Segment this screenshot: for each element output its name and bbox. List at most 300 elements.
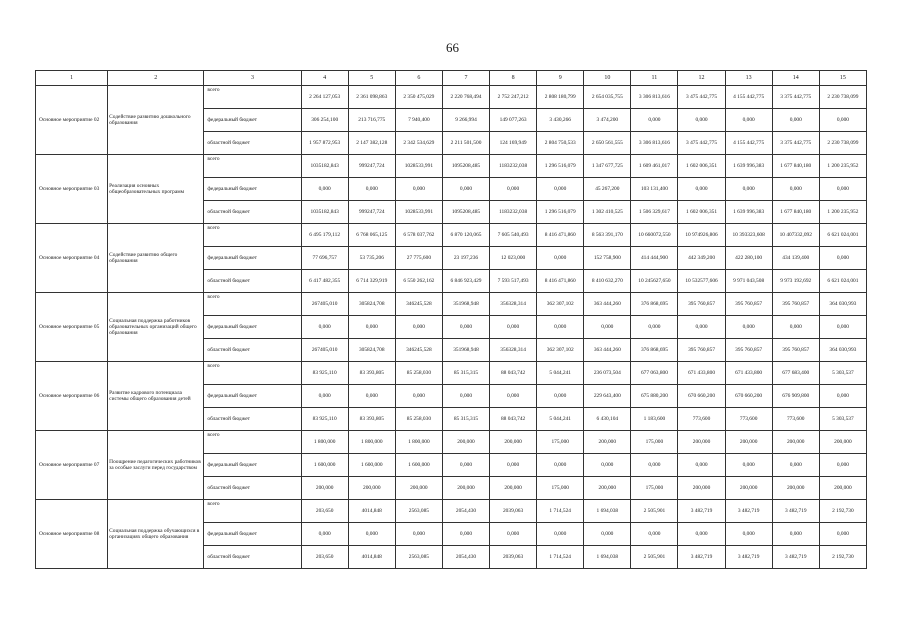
amount-cell: 0,000: [772, 316, 819, 339]
amount-cell: 1035182,843: [301, 201, 348, 224]
amount-cell: 236 073,504: [584, 362, 631, 385]
amount-cell: 2 192,730: [819, 546, 866, 569]
amount-cell: 10 532577,606: [678, 270, 725, 293]
amount-cell: 5 303,537: [819, 362, 866, 385]
event-name: Основное мероприятие 04: [36, 224, 108, 293]
amount-cell: 671 433,800: [678, 362, 725, 385]
amount-cell: 363 444,260: [584, 293, 631, 316]
amount-cell: 3 475 442,775: [678, 132, 725, 155]
amount-cell: 0,000: [537, 523, 584, 546]
amount-cell: 3 306 813,616: [631, 132, 678, 155]
header-row: [36, 71, 867, 86]
amount-cell: 0,000: [678, 454, 725, 477]
amount-cell: 0,000: [537, 247, 584, 270]
amount-cell: 1 347 677,725: [584, 155, 631, 178]
amount-cell: 0,000: [678, 178, 725, 201]
amount-cell: 3 482,719: [678, 546, 725, 569]
amount-cell: 3 475 442,775: [678, 86, 725, 109]
amount-cell: 395 760,857: [772, 339, 819, 362]
amount-cell: 2 505,901: [631, 500, 678, 523]
amount-cell: 85 258,030: [395, 362, 442, 385]
amount-cell: 999247,724: [348, 155, 395, 178]
amount-cell: 442 349,200: [678, 247, 725, 270]
amount-cell: 103 131,400: [631, 178, 678, 201]
amount-cell: 2 350 475,029: [395, 86, 442, 109]
amount-cell: 77 696,757: [301, 247, 348, 270]
amount-cell: 175,000: [537, 477, 584, 500]
amount-cell: 0,000: [631, 316, 678, 339]
amount-cell: 200,000: [395, 477, 442, 500]
amount-cell: 83 393,805: [348, 362, 395, 385]
amount-cell: 1183232,038: [490, 155, 537, 178]
amount-cell: 5 044,241: [537, 362, 584, 385]
amount-cell: 2 147 382,128: [348, 132, 395, 155]
amount-cell: 1 800,000: [395, 431, 442, 454]
table-row: [36, 224, 867, 247]
event-description: Содействие развитию дошкольного образования: [108, 86, 204, 155]
amount-cell: 346245,528: [395, 293, 442, 316]
amount-cell: 0,000: [537, 316, 584, 339]
amount-cell: 363 444,260: [584, 339, 631, 362]
amount-cell: 0,000: [537, 385, 584, 408]
amount-cell: 200,000: [725, 431, 772, 454]
amount-cell: 200,000: [819, 431, 866, 454]
amount-cell: 2 808 180,799: [537, 86, 584, 109]
amount-cell: 6 430,104: [584, 408, 631, 431]
funding-source: областной бюджет: [204, 477, 301, 500]
amount-cell: 1 200 235,952: [819, 201, 866, 224]
amount-cell: 0,000: [678, 523, 725, 546]
amount-cell: 267405,010: [301, 293, 348, 316]
table-row: [36, 431, 867, 454]
amount-cell: 8 416 471,860: [537, 224, 584, 247]
amount-cell: 9 266,994: [442, 109, 489, 132]
amount-cell: 200,000: [442, 431, 489, 454]
amount-cell: 5 303,537: [819, 408, 866, 431]
amount-cell: 0,000: [584, 316, 631, 339]
amount-cell: 85 315,315: [442, 408, 489, 431]
amount-cell: 1 302 410,525: [584, 201, 631, 224]
amount-cell: 351968,948: [442, 293, 489, 316]
event-description: Развитие кадрового потенциала системы общего образования детей: [108, 362, 204, 431]
funding-source: всего: [204, 86, 301, 109]
amount-cell: 267405,010: [301, 339, 348, 362]
amount-cell: 0,000: [772, 109, 819, 132]
amount-cell: 6 768 065,125: [348, 224, 395, 247]
amount-cell: 6 714 329,919: [348, 270, 395, 293]
header-cell-5: 5: [348, 71, 395, 86]
amount-cell: 1 714,524: [537, 500, 584, 523]
amount-cell: 8 563 391,170: [584, 224, 631, 247]
table-header: [36, 71, 867, 86]
amount-cell: 1 639 996,383: [725, 155, 772, 178]
amount-cell: 200,000: [301, 477, 348, 500]
amount-cell: 6 495 179,112: [301, 224, 348, 247]
amount-cell: 4014,848: [348, 500, 395, 523]
amount-cell: 1 800,000: [301, 431, 348, 454]
amount-cell: 0,000: [819, 109, 866, 132]
funding-source: федеральный бюджет: [204, 523, 301, 546]
funding-source: областной бюджет: [204, 339, 301, 362]
amount-cell: 999247,724: [348, 201, 395, 224]
amount-cell: 1028533,991: [395, 155, 442, 178]
funding-source: федеральный бюджет: [204, 109, 301, 132]
event-name: Основное мероприятие 05: [36, 293, 108, 362]
table-row: [36, 500, 867, 523]
amount-cell: 3 482,719: [772, 500, 819, 523]
funding-source: всего: [204, 431, 301, 454]
amount-cell: 8 410 632,270: [584, 270, 631, 293]
amount-cell: 6 417 482,355: [301, 270, 348, 293]
amount-cell: 1 183,600: [631, 408, 678, 431]
header-cell-3: 3: [204, 71, 301, 86]
event-description: Социальная поддержка обучающихся в организациях общего образования: [108, 500, 204, 569]
amount-cell: 346245,528: [395, 339, 442, 362]
amount-cell: 88 043,742: [490, 362, 537, 385]
amount-cell: 0,000: [584, 523, 631, 546]
amount-cell: 0,000: [301, 316, 348, 339]
amount-cell: 0,000: [442, 523, 489, 546]
funding-source: всего: [204, 224, 301, 247]
amount-cell: 83 393,805: [348, 408, 395, 431]
header-cell-10: 10: [584, 71, 631, 86]
amount-cell: 1 694,038: [584, 546, 631, 569]
amount-cell: 0,000: [348, 316, 395, 339]
amount-cell: 0,000: [678, 109, 725, 132]
amount-cell: 45 267,200: [584, 178, 631, 201]
amount-cell: 422 280,100: [725, 247, 772, 270]
amount-cell: 175,000: [537, 431, 584, 454]
amount-cell: 175,000: [631, 477, 678, 500]
amount-cell: 83 925,110: [301, 362, 348, 385]
amount-cell: 0,000: [348, 178, 395, 201]
amount-cell: 0,000: [772, 178, 819, 201]
amount-cell: 2 342 534,629: [395, 132, 442, 155]
amount-cell: 2054,430: [442, 546, 489, 569]
event-description: Содействие развитию общего образования: [108, 224, 204, 293]
event-name: Основное мероприятие 07: [36, 431, 108, 500]
amount-cell: 0,000: [490, 385, 537, 408]
amount-cell: 1 957 872,953: [301, 132, 348, 155]
amount-cell: 0,000: [819, 316, 866, 339]
amount-cell: 1 506 329,617: [631, 201, 678, 224]
header-cell-6: 6: [395, 71, 442, 86]
amount-cell: 0,000: [442, 316, 489, 339]
amount-cell: 2 505,901: [631, 546, 678, 569]
amount-cell: 0,000: [678, 316, 725, 339]
amount-cell: 0,000: [490, 178, 537, 201]
amount-cell: 85 258,030: [395, 408, 442, 431]
funding-source: областной бюджет: [204, 270, 301, 293]
amount-cell: 2 264 127,053: [301, 86, 348, 109]
amount-cell: 773,600: [772, 408, 819, 431]
amount-cell: 0,000: [725, 523, 772, 546]
amount-cell: 670 660,200: [725, 385, 772, 408]
amount-cell: 203,650: [301, 500, 348, 523]
event-name: Основное мероприятие 06: [36, 362, 108, 431]
amount-cell: 1 602 006,351: [678, 155, 725, 178]
amount-cell: 12 023,000: [490, 247, 537, 270]
amount-cell: 0,000: [301, 523, 348, 546]
amount-cell: 200,000: [772, 477, 819, 500]
amount-cell: 6 621 024,001: [819, 270, 866, 293]
amount-cell: 2 752 247,212: [490, 86, 537, 109]
amount-cell: 676 909,800: [772, 385, 819, 408]
amount-cell: 306 254,100: [301, 109, 348, 132]
amount-cell: 376 868,695: [631, 339, 678, 362]
amount-cell: 1183232,038: [490, 201, 537, 224]
amount-cell: 3 375 442,775: [772, 86, 819, 109]
event-name: Основное мероприятие 03: [36, 155, 108, 224]
amount-cell: 88 043,742: [490, 408, 537, 431]
amount-cell: 0,000: [537, 454, 584, 477]
event-name: Основное мероприятие 08: [36, 500, 108, 569]
amount-cell: 9 973 192,692: [772, 270, 819, 293]
amount-cell: 395 760,857: [725, 293, 772, 316]
amount-cell: 773,600: [725, 408, 772, 431]
amount-cell: 2039,063: [490, 546, 537, 569]
amount-cell: 0,000: [819, 454, 866, 477]
amount-cell: 1 296 516,079: [537, 201, 584, 224]
header-cell-1: 1: [36, 71, 108, 86]
amount-cell: 203,650: [301, 546, 348, 569]
amount-cell: 0,000: [301, 178, 348, 201]
funding-source: областной бюджет: [204, 132, 301, 155]
amount-cell: 1 714,524: [537, 546, 584, 569]
header-cell-13: 13: [725, 71, 772, 86]
amount-cell: 0,000: [490, 316, 537, 339]
amount-cell: 4014,848: [348, 546, 395, 569]
amount-cell: 376 868,695: [631, 293, 678, 316]
amount-cell: 229 643,400: [584, 385, 631, 408]
amount-cell: 305824,708: [348, 339, 395, 362]
amount-cell: 2 192,730: [819, 500, 866, 523]
amount-cell: 1 677 840,180: [772, 201, 819, 224]
amount-cell: 675 880,200: [631, 385, 678, 408]
amount-cell: 10 974926,806: [678, 224, 725, 247]
header-cell-14: 14: [772, 71, 819, 86]
amount-cell: 6 621 024,001: [819, 224, 866, 247]
amount-cell: 3 482,719: [678, 500, 725, 523]
budget-table: [35, 70, 867, 569]
amount-cell: 0,000: [772, 454, 819, 477]
amount-cell: 0,000: [584, 454, 631, 477]
amount-cell: 1 800,000: [348, 431, 395, 454]
funding-source: федеральный бюджет: [204, 247, 301, 270]
amount-cell: 10 407332,092: [772, 224, 819, 247]
amount-cell: 0,000: [395, 523, 442, 546]
amount-cell: 671 433,800: [725, 362, 772, 385]
amount-cell: 395 760,857: [772, 293, 819, 316]
amount-cell: 434 139,400: [772, 247, 819, 270]
amount-cell: 200,000: [678, 477, 725, 500]
amount-cell: 8 416 471,860: [537, 270, 584, 293]
amount-cell: 677 683,400: [772, 362, 819, 385]
amount-cell: 6 578 037,762: [395, 224, 442, 247]
page-number: 66: [446, 40, 459, 55]
amount-cell: 2563,085: [395, 500, 442, 523]
amount-cell: 2 230 738,099: [819, 132, 866, 155]
amount-cell: 2 230 738,099: [819, 86, 866, 109]
amount-cell: 200,000: [442, 477, 489, 500]
funding-source: всего: [204, 362, 301, 385]
amount-cell: 3 375 442,775: [772, 132, 819, 155]
funding-source: федеральный бюджет: [204, 454, 301, 477]
amount-cell: 305824,708: [348, 293, 395, 316]
amount-cell: 3 430,266: [537, 109, 584, 132]
amount-cell: 200,000: [772, 431, 819, 454]
amount-cell: 53 735,206: [348, 247, 395, 270]
header-cell-8: 8: [490, 71, 537, 86]
amount-cell: 3 306 813,616: [631, 86, 678, 109]
amount-cell: 0,000: [725, 109, 772, 132]
amount-cell: 7 605 540,493: [490, 224, 537, 247]
amount-cell: 200,000: [490, 477, 537, 500]
amount-cell: 1 609 461,017: [631, 155, 678, 178]
amount-cell: 0,000: [725, 178, 772, 201]
amount-cell: 7 593 517,493: [490, 270, 537, 293]
amount-cell: 1035182,843: [301, 155, 348, 178]
amount-cell: 1 639 996,383: [725, 201, 772, 224]
amount-cell: 351968,948: [442, 339, 489, 362]
amount-cell: 4 155 442,775: [725, 86, 772, 109]
amount-cell: 0,000: [395, 178, 442, 201]
amount-cell: 1095208,485: [442, 155, 489, 178]
table-row: [36, 362, 867, 385]
amount-cell: 0,000: [395, 385, 442, 408]
amount-cell: 85 315,315: [442, 362, 489, 385]
amount-cell: 0,000: [631, 109, 678, 132]
amount-cell: 200,000: [725, 477, 772, 500]
amount-cell: 0,000: [631, 523, 678, 546]
funding-source: федеральный бюджет: [204, 385, 301, 408]
amount-cell: 0,000: [395, 316, 442, 339]
header-cell-7: 7: [442, 71, 489, 86]
amount-cell: 200,000: [490, 431, 537, 454]
amount-cell: 2 650 561,555: [584, 132, 631, 155]
header-cell-2: 2: [108, 71, 204, 86]
amount-cell: 2 654 035,755: [584, 86, 631, 109]
amount-cell: 364 030,993: [819, 339, 866, 362]
amount-cell: 200,000: [678, 431, 725, 454]
amount-cell: 1 677 840,180: [772, 155, 819, 178]
header-cell-11: 11: [631, 71, 678, 86]
amount-cell: 10 393323,608: [725, 224, 772, 247]
amount-cell: 395 760,857: [678, 339, 725, 362]
amount-cell: 10 660072,550: [631, 224, 678, 247]
funding-source: всего: [204, 293, 301, 316]
amount-cell: 3 482,719: [772, 546, 819, 569]
table-row: [36, 86, 867, 109]
amount-cell: 213 716,775: [348, 109, 395, 132]
amount-cell: 4 155 442,775: [725, 132, 772, 155]
amount-cell: 0,000: [725, 316, 772, 339]
amount-cell: 149 077,263: [490, 109, 537, 132]
amount-cell: 356328,314: [490, 293, 537, 316]
amount-cell: 677 063,800: [631, 362, 678, 385]
amount-cell: 6 846 923,429: [442, 270, 489, 293]
amount-cell: 0,000: [442, 385, 489, 408]
amount-cell: 10 245627,650: [631, 270, 678, 293]
amount-cell: 364 030,993: [819, 293, 866, 316]
header-cell-12: 12: [678, 71, 725, 86]
amount-cell: 1 600,000: [395, 454, 442, 477]
amount-cell: 1 694,038: [584, 500, 631, 523]
amount-cell: 1028533,991: [395, 201, 442, 224]
amount-cell: 1095208,485: [442, 201, 489, 224]
funding-source: федеральный бюджет: [204, 316, 301, 339]
amount-cell: 0,000: [725, 454, 772, 477]
amount-cell: 27 775,600: [395, 247, 442, 270]
amount-cell: 0,000: [442, 454, 489, 477]
amount-cell: 3 474,200: [584, 109, 631, 132]
header-cell-15: 15: [819, 71, 866, 86]
amount-cell: 0,000: [442, 178, 489, 201]
amount-cell: 670 660,200: [678, 385, 725, 408]
amount-cell: 0,000: [819, 385, 866, 408]
amount-cell: 5 044,241: [537, 408, 584, 431]
amount-cell: 1 600,000: [301, 454, 348, 477]
amount-cell: 152 758,900: [584, 247, 631, 270]
amount-cell: 2 804 750,533: [537, 132, 584, 155]
amount-cell: 1 600,000: [348, 454, 395, 477]
amount-cell: 175,000: [631, 431, 678, 454]
amount-cell: 1 296 516,079: [537, 155, 584, 178]
funding-source: федеральный бюджет: [204, 178, 301, 201]
table-row: [36, 293, 867, 316]
funding-source: областной бюджет: [204, 201, 301, 224]
amount-cell: 773,600: [678, 408, 725, 431]
event-description: Социальная поддержка работников образовательных организаций общего образования: [108, 293, 204, 362]
amount-cell: 2 220 768,494: [442, 86, 489, 109]
amount-cell: 0,000: [490, 523, 537, 546]
amount-cell: 2 211 501,500: [442, 132, 489, 155]
amount-cell: 2039,063: [490, 500, 537, 523]
amount-cell: 124 169,949: [490, 132, 537, 155]
amount-cell: 6 550 262,162: [395, 270, 442, 293]
amount-cell: 0,000: [772, 523, 819, 546]
funding-source: всего: [204, 500, 301, 523]
amount-cell: 3 482,719: [725, 546, 772, 569]
amount-cell: 2054,430: [442, 500, 489, 523]
amount-cell: 200,000: [819, 477, 866, 500]
amount-cell: 2 361 098,863: [348, 86, 395, 109]
event-description: Поощрение педагогических работников за особые заслуги перед государством: [108, 431, 204, 500]
amount-cell: 0,000: [537, 178, 584, 201]
amount-cell: 395 760,857: [678, 293, 725, 316]
amount-cell: 83 925,110: [301, 408, 348, 431]
header-cell-4: 4: [301, 71, 348, 86]
amount-cell: 200,000: [348, 477, 395, 500]
amount-cell: 414 444,900: [631, 247, 678, 270]
amount-cell: 0,000: [301, 385, 348, 408]
event-name: Основное мероприятие 02: [36, 86, 108, 155]
amount-cell: 23 197,236: [442, 247, 489, 270]
amount-cell: 356328,314: [490, 339, 537, 362]
funding-source: областной бюджет: [204, 408, 301, 431]
amount-cell: 2563,085: [395, 546, 442, 569]
amount-cell: 362 307,102: [537, 293, 584, 316]
amount-cell: 1 200 235,952: [819, 155, 866, 178]
amount-cell: 362 307,102: [537, 339, 584, 362]
table-body: [36, 86, 867, 569]
amount-cell: 0,000: [631, 454, 678, 477]
amount-cell: 7 940,400: [395, 109, 442, 132]
amount-cell: 0,000: [490, 454, 537, 477]
amount-cell: 200,000: [584, 477, 631, 500]
amount-cell: 0,000: [348, 385, 395, 408]
amount-cell: 1 602 006,351: [678, 201, 725, 224]
